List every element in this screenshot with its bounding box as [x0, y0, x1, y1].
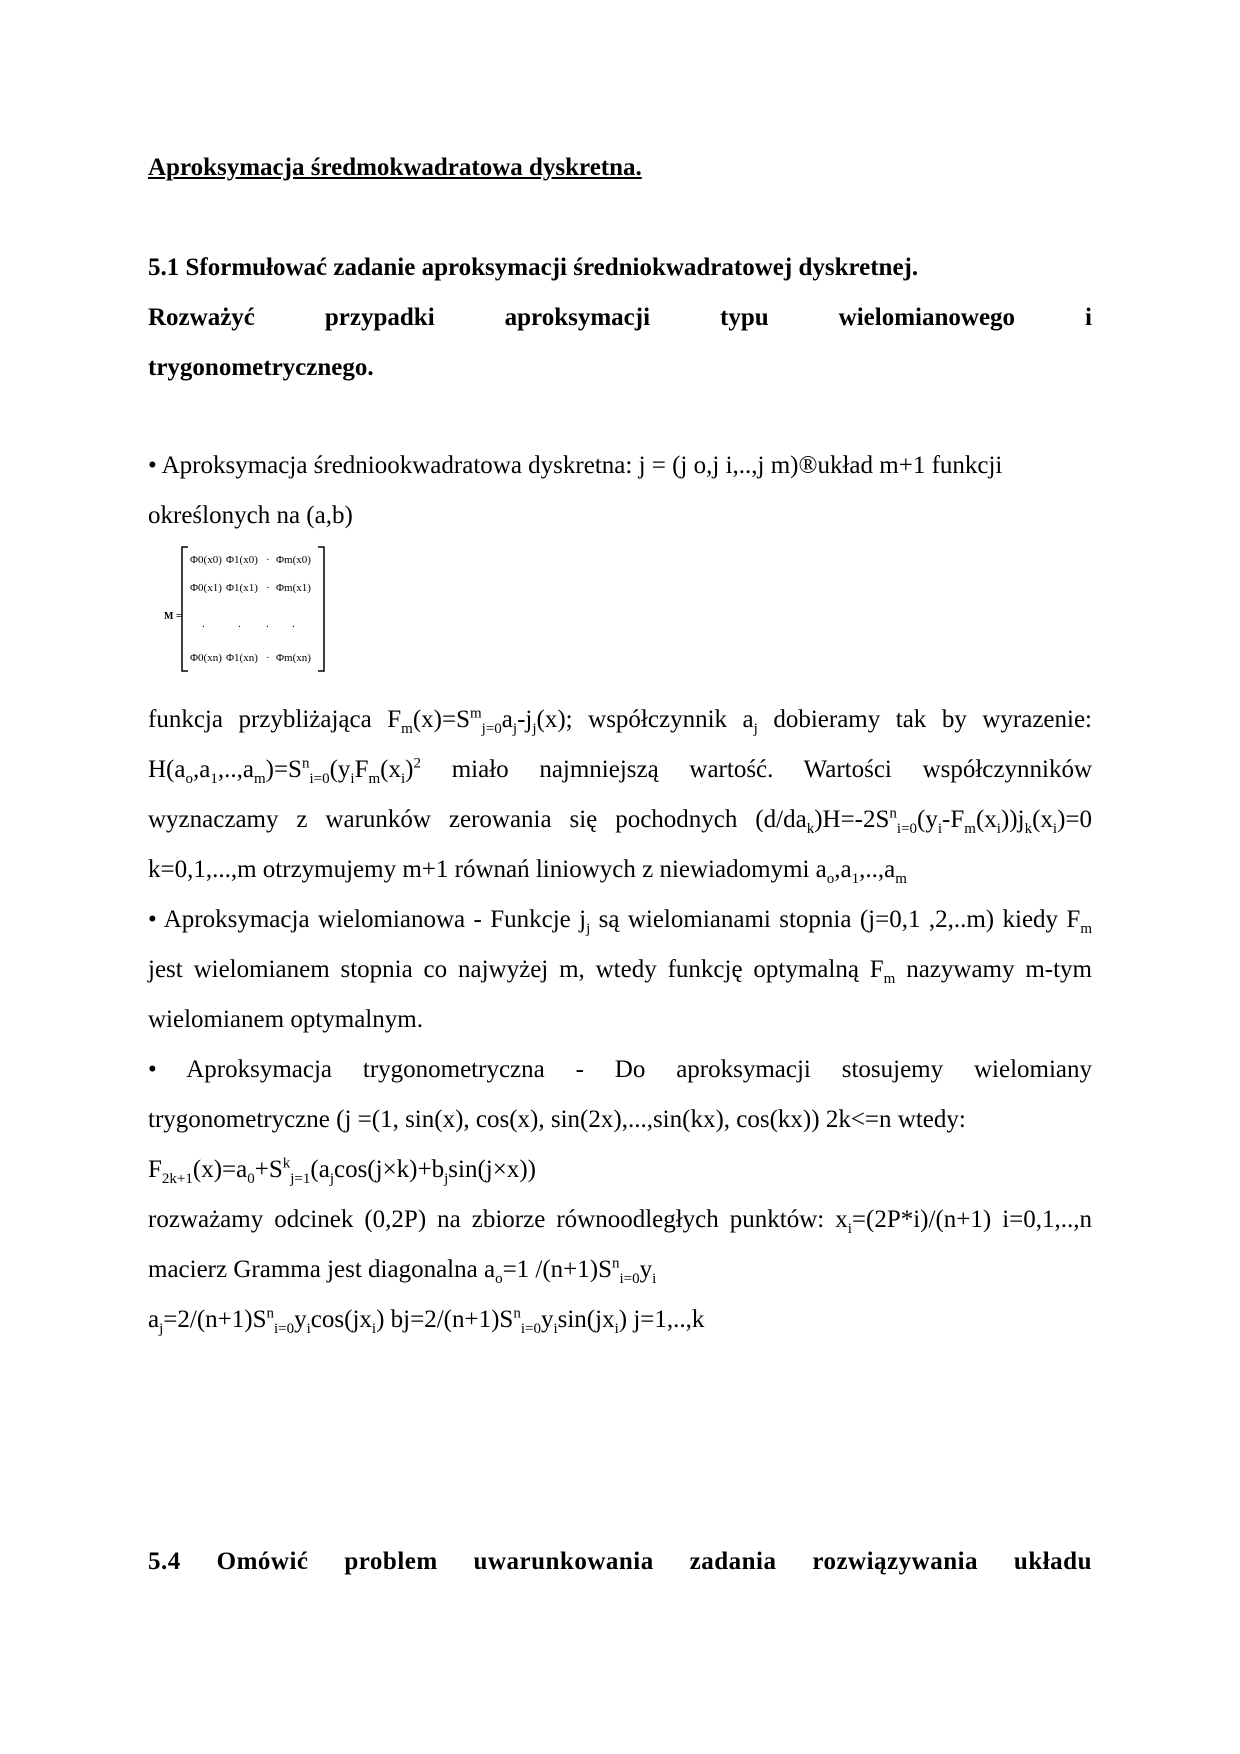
text-run: -F [942, 806, 965, 833]
matrix-cell: Φ0(xn) [190, 652, 222, 664]
matrix-cell: Φ1(x1) [226, 582, 258, 594]
subscript: j [512, 721, 518, 737]
matrix-cell: Φm(x1) [276, 582, 311, 594]
text-run: (y [329, 756, 351, 783]
bullet-polynomial-approximation [148, 895, 1092, 1045]
matrix-cell: Φ0(x0) [190, 554, 222, 566]
text-run: są wielomianami stopnia (j=0,1 ,2,..m) kiedy F [590, 906, 1081, 933]
subscript: i [847, 1221, 852, 1237]
matrix-cells [190, 554, 311, 664]
subscript: k [806, 821, 815, 837]
text-run: )=0 k=0,1,...,m otrzymujemy m+1 równań liniowych z niewiadomymi a [148, 806, 1092, 883]
text-run: F [148, 1156, 162, 1183]
superscript: k [282, 1155, 291, 1172]
superscript: n [513, 1305, 521, 1322]
matrix-cell: . [202, 618, 205, 630]
subscript: m [1080, 921, 1092, 937]
subscript: i [553, 1321, 558, 1337]
text-run: • Aproksymacja wielomianowa - Funkcje j [148, 906, 587, 933]
subscript: i=0 [896, 821, 918, 837]
bullet-trigonometric-approximation: • Aproksymacja trygonometryczna - Do aproksymacji stosujemy wielomiany trygonometryczne (j =(1, sin(x), cos(x), sin(2x),...,sin(kx), cos(kx)) 2k<=n wtedy: [148, 1056, 1092, 1133]
text-run: =1 /(n+1)S [502, 1256, 613, 1283]
subscript: j [532, 721, 537, 737]
subscript: i=0 [309, 771, 330, 787]
subscript: i=0 [520, 1321, 541, 1337]
bullet-discrete-approximation: • Aproksymacja średniookwadratowa dyskretna: j = (j o,j i,..,j m)®układ m+1 funkcji [148, 452, 1003, 479]
text-run: =2/(n+1)S [163, 1306, 267, 1333]
text-run: sin(j×x)) [448, 1156, 536, 1183]
subscript: 0 [247, 1171, 255, 1187]
text-run: (x)=S [412, 706, 470, 733]
text-run: (y [917, 806, 938, 833]
text-run: (x); współczynnik a [536, 706, 754, 733]
superscript: n [301, 755, 310, 772]
text-run: dobieramy tak by wyrazenie: H(a [148, 706, 1093, 783]
matrix-M [158, 543, 358, 675]
question-5-4: 5.4 Omówić problem uwarunkowania zadania rozwiązywania układu [148, 1548, 1092, 1575]
text-run: -j [517, 706, 533, 733]
text-run: ) [405, 756, 414, 783]
matrix-cell: . [266, 618, 269, 630]
equidistant-points-paragraph [148, 1195, 1092, 1295]
matrix-label: M = [164, 611, 182, 622]
subscript: j [159, 1321, 164, 1337]
text-run: ,..,a [859, 856, 896, 883]
matrix-right-bracket [318, 547, 324, 671]
coefficients-formula [148, 1295, 1092, 1345]
subscript: m [401, 721, 413, 737]
subscript: m [253, 771, 266, 787]
page-title: Aproksymacja średmokwadratowa dyskretna. [148, 154, 642, 181]
question-5-1-line3: trygonometrycznego. [148, 354, 374, 381]
text-run: funkcja przybliżająca F [148, 706, 402, 733]
text-run: miało najmniejszą wartość. Wartości współczynników wyznaczamy z warunków zerowania się pochodnych (d/da [148, 756, 1092, 833]
subscript: 2k+1 [161, 1171, 193, 1187]
text-run: cos(jx [310, 1306, 372, 1333]
text-run: F [354, 756, 369, 783]
text-run: (x [1032, 806, 1053, 833]
subscript: m [895, 871, 907, 887]
content [148, 148, 1092, 1345]
subscript: m [883, 971, 896, 987]
matrix-cell: Φm(x0) [276, 554, 311, 566]
text-run: y [540, 1306, 554, 1333]
question-5-1-line1: 5.1 Sformułować zadanie aproksymacji średniokwadratowej dyskretnej. [148, 254, 919, 281]
subscript: k [1024, 821, 1033, 837]
superscript: n [266, 1305, 274, 1322]
defined-on-interval: określonych na (a,b) [148, 502, 353, 529]
superscript: n [612, 1255, 620, 1272]
text-run: nazywamy m-tym wielomianem optymalnym. [148, 956, 1092, 1033]
subscript: j=1 [290, 1171, 311, 1187]
subscript: 1 [851, 871, 860, 887]
text-run: (x [975, 806, 997, 833]
text-run: (x [380, 756, 401, 783]
subscript: m [368, 771, 381, 787]
text-run: ) bj=2/(n+1)S [376, 1306, 514, 1333]
text-run: =(2P*i)/(n+1) i=0,1,..,n macierz Gramma jest diagonalna a [148, 1206, 1092, 1283]
text-run: cos(j×k)+b [333, 1156, 445, 1183]
text-run: ) j=1,..,k [618, 1306, 705, 1333]
text-run: sin(jx [557, 1306, 615, 1333]
formula-F2k1 [148, 1145, 1092, 1195]
subscript: i [1052, 821, 1058, 837]
question-5-1-line2: Rozważyć przypadki aproksymacji typu wielomianowego i [148, 304, 1092, 331]
matrix-cell: . [238, 618, 241, 630]
text-run: ,..,a [217, 756, 254, 783]
subscript: j=0 [481, 721, 502, 737]
subscript: o [185, 771, 193, 787]
matrix-cell: · [266, 582, 270, 594]
text-run: )H=-2S [814, 806, 890, 833]
superscript: 2 [413, 755, 421, 772]
subscript: j [329, 1171, 334, 1187]
subscript: i [371, 1321, 377, 1337]
subscript: m [964, 821, 976, 837]
text-run: ,a [192, 756, 211, 783]
text-run: (a [310, 1156, 330, 1183]
approximating-function-paragraph [148, 695, 1092, 895]
text-run: ,a [834, 856, 852, 883]
text-run: )=S [265, 756, 302, 783]
text-run: (x)=a [192, 1156, 248, 1183]
matrix-cell: · [266, 554, 270, 566]
subscript: j [586, 921, 591, 937]
matrix-cell: Φ0(x1) [190, 582, 222, 594]
superscript: m [469, 705, 482, 722]
matrix-cell: · [266, 652, 270, 664]
superscript: n [889, 805, 897, 822]
subscript: i [614, 1321, 619, 1337]
subscript: i [996, 821, 1001, 837]
subscript: j [753, 721, 758, 737]
subscript: o [826, 871, 835, 887]
text-run: a [501, 706, 513, 733]
text-run: y [639, 1256, 653, 1283]
text-run: rozważamy odcinek (0,2P) na zbiorze równoodległych punktów: x [148, 1206, 848, 1233]
matrix-cell: Φ1(x0) [226, 554, 258, 566]
matrix-cell: . [292, 618, 295, 630]
text-run: ))j [1000, 806, 1025, 833]
question-5-1 [148, 243, 1092, 393]
subscript: j [444, 1171, 449, 1187]
matrix-cell: Φ1(xn) [226, 652, 258, 664]
text-run: +S [254, 1156, 283, 1183]
text-run: y [294, 1306, 307, 1333]
text-run: a [148, 1306, 160, 1333]
subscript: o [495, 1271, 503, 1287]
subscript: i [350, 771, 355, 787]
subscript: i=0 [273, 1321, 295, 1337]
subscript: i [306, 1321, 311, 1337]
subscript: i [937, 821, 943, 837]
text-run: jest wielomianem stopnia co najwyżej m, wtedy funkcję optymalną F [148, 956, 884, 983]
matrix-cell: Φm(xn) [276, 652, 311, 664]
matrix-left-bracket [182, 547, 188, 671]
subscript: i [401, 771, 406, 787]
subscript: 1 [210, 771, 218, 787]
subscript: i=0 [619, 1271, 640, 1287]
subscript: i [652, 1271, 657, 1287]
